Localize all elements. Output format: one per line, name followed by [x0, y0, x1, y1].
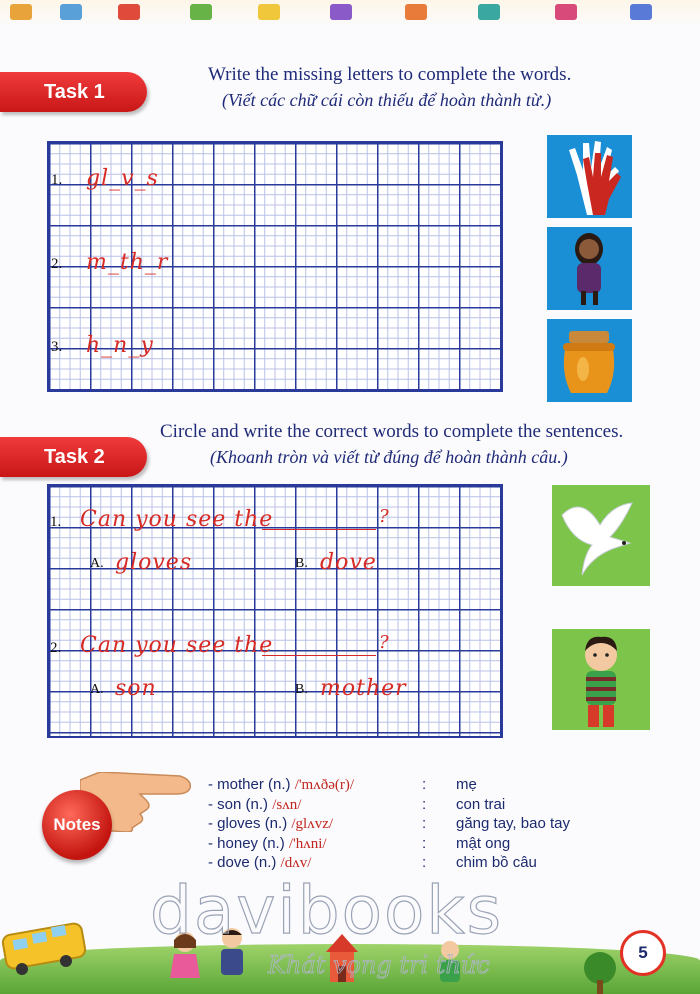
vocab-colon: : — [422, 834, 427, 852]
vocab-colon: : — [422, 854, 427, 871]
page-number: 5 — [620, 930, 666, 976]
vocab-meaning: găng tay, bao tay — [456, 815, 570, 832]
task1-instruction-vi: (Viết các chữ cái còn thiếu để hoàn thành từ.) — [222, 90, 552, 110]
tree-icon — [580, 950, 620, 994]
book-icon — [60, 4, 82, 20]
vocab-word: - son (n.) — [208, 795, 273, 813]
vocab-meaning: chim bồ câu — [456, 854, 537, 871]
task2-item1-sentence: Can you see the — [80, 507, 274, 532]
vocab-row — [208, 854, 628, 874]
school-supplies-icon — [10, 4, 32, 20]
task1-item1-number: 1. — [51, 172, 63, 188]
vocab-row — [208, 776, 628, 796]
dove-icon — [552, 485, 650, 586]
task2-item1-option-a-label: A. — [90, 556, 104, 571]
vocab-row — [208, 815, 628, 835]
crayon-icon — [405, 4, 427, 20]
vocab-word: - honey (n.) — [208, 834, 289, 852]
honey-jar-icon — [547, 319, 632, 402]
boy-icon — [552, 629, 650, 730]
decorative-top-border — [0, 0, 700, 28]
vocab-ipa: /glʌvz/ — [291, 816, 334, 832]
watermark-slogan: Khát vọng tri thức — [268, 951, 490, 979]
vocab-ipa: /dʌv/ — [280, 855, 312, 871]
vocab-ipa: /'hʌni/ — [288, 835, 327, 852]
girl-icon — [547, 227, 632, 310]
task2-item1-answer-blank[interactable] — [262, 528, 376, 530]
vocab-row — [208, 835, 628, 855]
task1-item3-word: h_n_y — [86, 333, 154, 358]
task2-item2-answer-blank[interactable] — [262, 654, 376, 656]
task1-item1-word: gl_v_s — [86, 166, 159, 191]
watermark-brand: davibooks — [150, 872, 503, 949]
vocab-word: - mother (n.) — [208, 776, 295, 793]
task2-item2-question-mark: ? — [379, 632, 389, 653]
scissors-icon — [330, 4, 352, 20]
paint-icon — [555, 4, 577, 20]
vocab-meaning: mẹ — [456, 776, 477, 793]
vocab-ipa: /'mʌðə(r)/ — [294, 777, 355, 793]
ruler-icon — [478, 4, 500, 20]
task2-item2-option-a-label: A. — [90, 682, 104, 697]
globe-icon — [190, 4, 212, 20]
vocab-row — [208, 796, 628, 816]
notes-badge: Notes — [42, 790, 112, 860]
task2-instruction-en: Circle and write the correct words to complete the sentences. — [160, 421, 624, 442]
bag-icon — [118, 4, 140, 20]
task2-item1-option-b[interactable]: dove — [320, 550, 377, 575]
vocab-colon: : — [422, 795, 427, 813]
task2-item2-sentence: Can you see the — [80, 633, 274, 658]
task2-item2-option-a[interactable]: son — [115, 676, 157, 701]
vocab-word: - dove (n.) — [208, 854, 281, 871]
task1-label: Task 1 — [0, 72, 147, 112]
task1-instruction-en: Write the missing letters to complete the words. — [208, 64, 572, 85]
task2-instruction-vi: (Khoanh tròn và viết từ đúng để hoàn thành câu.) — [210, 447, 568, 467]
task2-item1-option-a[interactable]: gloves — [115, 550, 193, 575]
gloves-icon — [547, 135, 632, 218]
task2-item2-number: 2. — [50, 640, 62, 656]
vocab-colon: : — [422, 776, 427, 793]
clip-icon — [630, 4, 652, 20]
task2-item1-question-mark: ? — [379, 506, 389, 527]
vocab-colon: : — [422, 815, 427, 832]
vocab-meaning: mật ong — [456, 834, 511, 852]
task2-item1-option-b-label: B. — [295, 556, 308, 571]
task1-item2-number: 2. — [51, 256, 63, 272]
vocab-meaning: con trai — [456, 795, 506, 813]
vocab-word: - gloves (n.) — [208, 815, 292, 832]
pencil-icon — [258, 4, 280, 20]
vocab-ipa: /sʌn/ — [272, 796, 302, 813]
task1-item2-word: m_th_r — [86, 250, 169, 275]
task2-item2-option-b[interactable]: mother — [320, 676, 407, 701]
task2-item2-option-b-label: B. — [295, 682, 308, 697]
task2-label: Task 2 — [0, 437, 147, 477]
school-bus-icon — [0, 915, 90, 975]
task2-item1-number: 1. — [50, 514, 62, 530]
task1-item3-number: 3. — [51, 339, 63, 355]
vocabulary-list — [208, 776, 628, 874]
